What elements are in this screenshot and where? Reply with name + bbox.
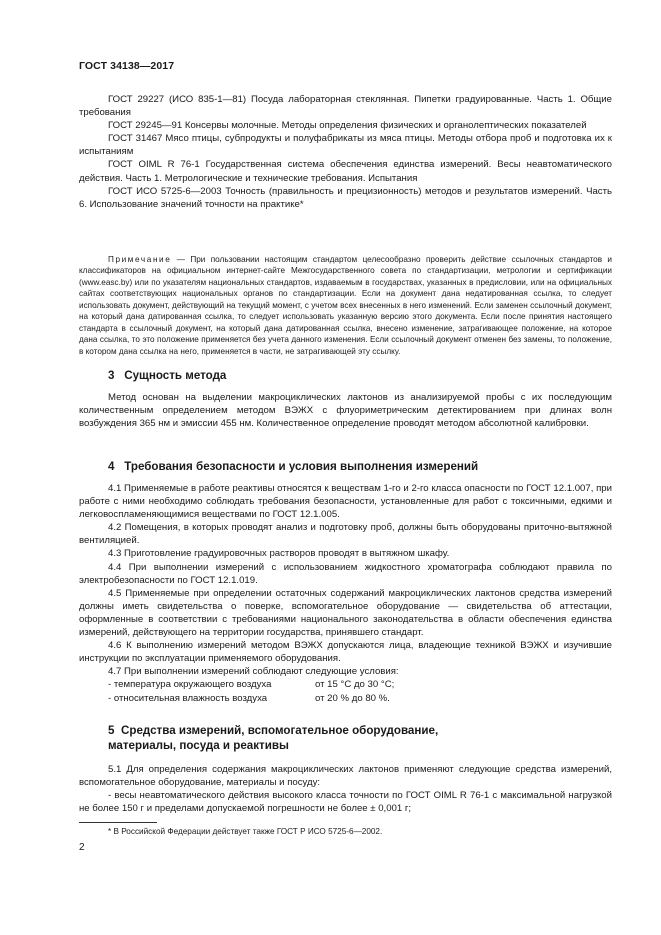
references-list xyxy=(79,93,612,211)
paragraph: 4.4 При выполнении измерений с использованием жидкостного хроматографа соблюдают правила по электробезопасности по ГОСТ 12.1.019. xyxy=(79,561,612,586)
condition-name: - относительная влажность воздуха xyxy=(108,692,268,704)
reference-note xyxy=(79,254,612,357)
reference-item: ГОСТ 31467 Мясо птицы, субпродукты и полуфабрикаты из мяса птицы. Методы отбора проб и подготовка их к испытаниям xyxy=(79,133,612,158)
paragraph: 4.2 Помещения, в которых проводят анализ и подготовку проб, должны быть оборудованы приточно-вытяжной вентиляцией. xyxy=(79,522,612,547)
paragraph: 4.3 Приготовление градуировочных растворов проводят в вытяжном шкафу. xyxy=(108,548,450,560)
section-5-body xyxy=(79,763,612,815)
footnote: * В Российской Федерации действует также ГОСТ Р ИСО 5725-6—2002. xyxy=(108,827,383,836)
condition-value: от 15 °С до 30 °С; xyxy=(315,679,395,691)
condition-row xyxy=(79,692,612,705)
section-4-heading xyxy=(108,459,478,474)
section-5-heading xyxy=(108,723,438,753)
section-title-line-1: Средства измерений, вспомогательное оборудование, xyxy=(121,724,439,737)
section-title-line-2: материалы, посуда и реактивы xyxy=(108,739,289,752)
section-number: 3 xyxy=(108,369,115,382)
reference-item: ГОСТ 29227 (ИСО 835-1—81) Посуда лабораторная стеклянная. Пипетки градуированные. Часть 1. Общие требования xyxy=(79,94,612,119)
paragraph: 4.6 К выполнению измерений методом ВЭЖХ допускаются лица, владеющие техникой ВЭЖХ и изучившие инструкции по эксплуатации применяемого оборудования. xyxy=(79,640,612,665)
section-4-body xyxy=(79,482,612,705)
reference-item: ГОСТ OIML R 76-1 Государственная система обеспечения единства измерений. Весы неавтоматического действия. Часть 1. Метрологические и технические требования. Испытания xyxy=(79,159,612,184)
reference-item: ГОСТ ИСО 5725-6—2003 Точность (правильность и прецизионность) методов и результатов измерений. Часть 6. Использование значений точности на практике* xyxy=(79,185,612,210)
condition-row xyxy=(79,678,612,691)
list-item: - весы неавтоматического действия высокого класса точности по ГОСТ OIML R 76-1 с максимальной нагрузкой не более 150 г и пределами допускаемой погрешности не более ± 0,001 г; xyxy=(79,790,612,815)
note-text: — При пользовании настоящим стандартом целесообразно проверить действие ссылочных стандартов и классификаторов на официальном интернет-сайте Межгосударственного совета по стандартизации, метрологии и сертификации (www.easc.by) или по указателям национальных стандартов, издаваемым в государствах, указанных в предисловии, или на официальных сайтах соответствующих национальных органов по стандартизации. Если на документ дана недатированная ссылка, то следует использовать документ, действующий на текущий момент, с учетом всех внесенных в него изменений. Если заменен ссылочный документ, на который дана датированная ссылка, то следует использовать указанную версию этого документа. Если после принятия настоящего стандарта в ссылочный документ, на который дана датированная ссылка, внесено изменение, затрагивающее положение, на которое дана ссылка, то это положение применяется без учета данного изменения. Если ссылочный документ отменен без замены, то положение, в котором дана ссылка на него, применяется в части, не затрагивающей эту ссылку. xyxy=(79,255,612,356)
reference-item: ГОСТ 29245—91 Консервы молочные. Методы определения физических и органолептических показателей xyxy=(108,120,587,132)
section-number: 4 xyxy=(108,460,115,473)
paragraph: 5.1 Для определения содержания макроциклических лактонов применяют следующие средства измерений, вспомогательное оборудование, материалы и посуду: xyxy=(79,764,612,789)
standard-header: ГОСТ 34138—2017 xyxy=(79,60,175,72)
paragraph: Метод основан на выделении макроциклических лактонов из анализируемой пробы с их последующим количественным определением методом ВЭЖХ с флуориметрическим детектированием при длинах волн возбуждения 365 нм и эмиссии 455 нм. Количественное определение проводят методом абсолютной калибровки. xyxy=(79,392,612,430)
section-3-body xyxy=(79,391,612,430)
condition-name: - температура окружающего воздуха xyxy=(108,679,272,691)
paragraph: 4.1 Применяемые в работе реактивы относятся к веществам 1-го и 2-го класса опасности по ГОСТ 12.1.007, при работе с ними необходимо соблюдать требования безопасности, установленные для работ с токсичными, едкими и легковоспламеняющимися веществами по ГОСТ 12.1.005. xyxy=(79,483,612,521)
note-label: Примечание xyxy=(108,255,172,264)
footnote-divider xyxy=(79,822,157,823)
paragraph: 4.7 При выполнении измерений соблюдают следующие условия: xyxy=(108,666,399,678)
section-number: 5 xyxy=(108,724,115,737)
section-title: Сущность метода xyxy=(124,369,227,382)
page-number: 2 xyxy=(79,842,85,853)
section-title: Требования безопасности и условия выполнения измерений xyxy=(124,460,479,473)
section-3-heading xyxy=(108,368,226,383)
condition-value: от 20 % до 80 %. xyxy=(315,692,390,704)
paragraph: 4.5 Применяемые при определении остаточных содержаний макроциклических лактонов средства измерений должны иметь свидетельства о поверке, вспомогательное оборудование — свидетельства об аттестации, оформленные в соответствии с требованиями национального законодательства в области обеспечения единства измерений, действующего на территории государства, принявшего стандарт. xyxy=(79,587,612,639)
